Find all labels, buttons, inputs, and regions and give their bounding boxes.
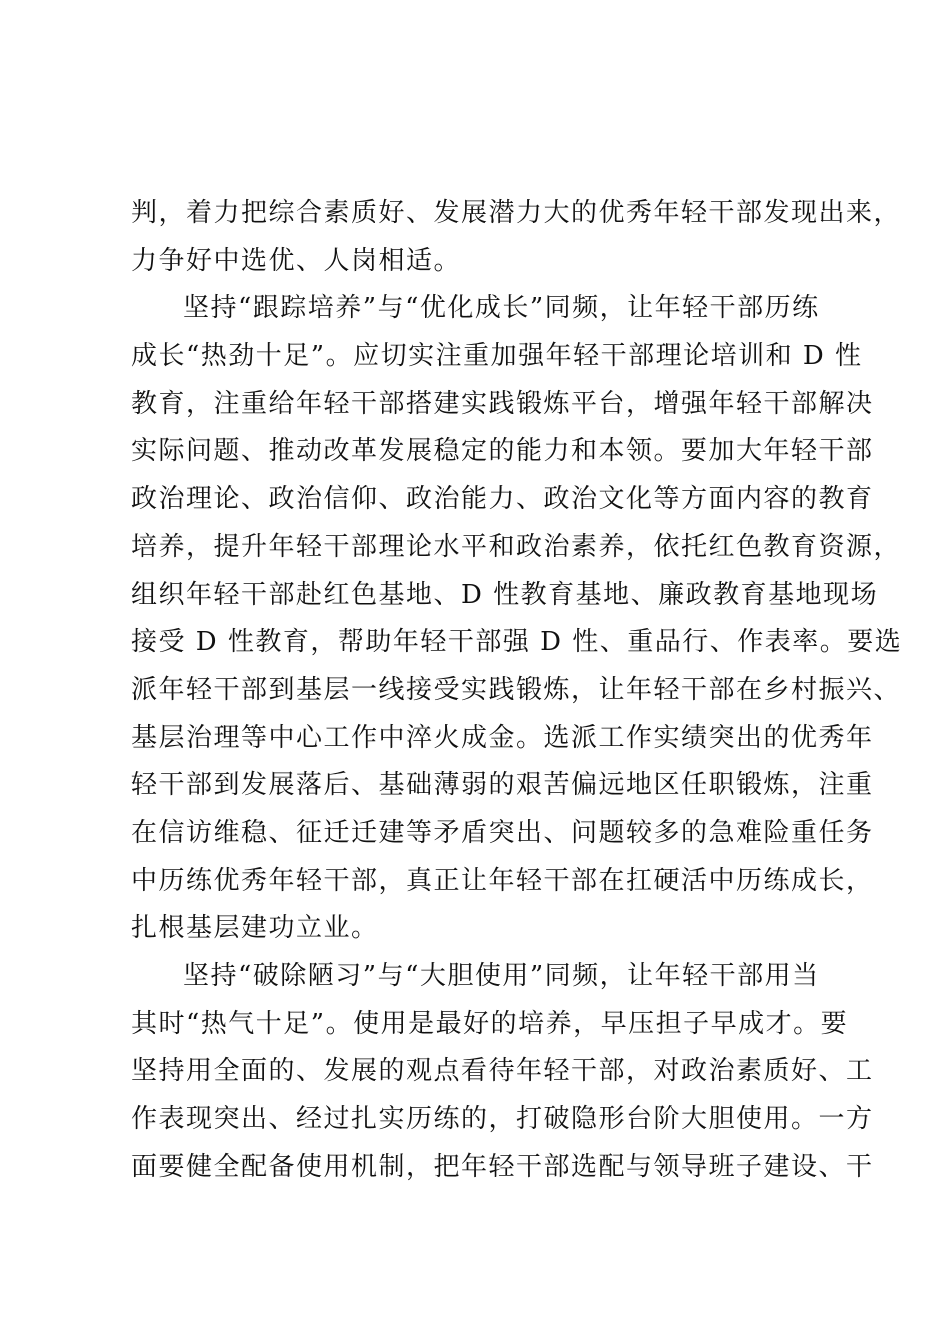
text-line: 成长“热劲十足”。应切实注重加强年轻干部理论培训和 D 性 [131,341,863,372]
text-line: 派年轻干部到基层一线接受实践锻炼，让年轻干部在乡村振兴、 [131,674,902,705]
text-line: 政治理论、政治信仰、政治能力、政治文化等方面内容的教育 [131,484,874,515]
text-line: 接受 D 性教育，帮助年轻干部强 D 性、重品行、作表率。要选 [131,627,903,658]
text-line: 作表现突出、经过扎实历练的，打破隐形台阶大胆使用。一方 [131,1104,874,1135]
text-line: 轻干部到发展落后、基础薄弱的艰苦偏远地区任职锻炼，注重 [131,770,874,801]
text-line: 教育，注重给年轻干部搭建实践锻炼平台，增强年轻干部解决 [131,388,874,419]
text-line: 培养，提升年轻干部理论水平和政治素养，依托红色教育资源， [131,531,902,562]
text-line: 组织年轻干部赴红色基地、D 性教育基地、廉政教育基地现场 [131,579,879,610]
text-line: 面要健全配备使用机制，把年轻干部选配与领导班子建设、干 [131,1151,874,1182]
text-line: 其时“热气十足”。使用是最好的培养，早压担子早成才。要 [131,1008,849,1039]
text-line: 坚持用全面的、发展的观点看待年轻干部，对政治素质好、工 [131,1056,874,1087]
text-line: 力争好中选优、人岗相适。 [131,245,462,276]
text-line: 判，着力把综合素质好、发展潜力大的优秀年轻干部发现出来， [131,198,902,228]
text-line: 中历练优秀年轻干部，真正让年轻干部在扛硬活中历练成长， [131,865,874,896]
text-line: 坚持“跟踪培养”与“优化成长”同频，让年轻干部历练 [183,293,820,324]
body-text [131,190,903,1191]
text-line: 实际问题、推动改革发展稳定的能力和本领。要加大年轻干部 [131,436,874,467]
text-line: 在信访维稳、征迁迁建等矛盾突出、问题较多的急难险重任务 [131,817,874,848]
text-line: 坚持“破除陋习”与“大胆使用”同频，让年轻干部用当 [183,961,820,991]
text-line: 扎根基层建功立业。 [131,913,379,944]
text-line: 基层治理等中心工作中淬火成金。选派工作实绩突出的优秀年 [131,722,874,753]
